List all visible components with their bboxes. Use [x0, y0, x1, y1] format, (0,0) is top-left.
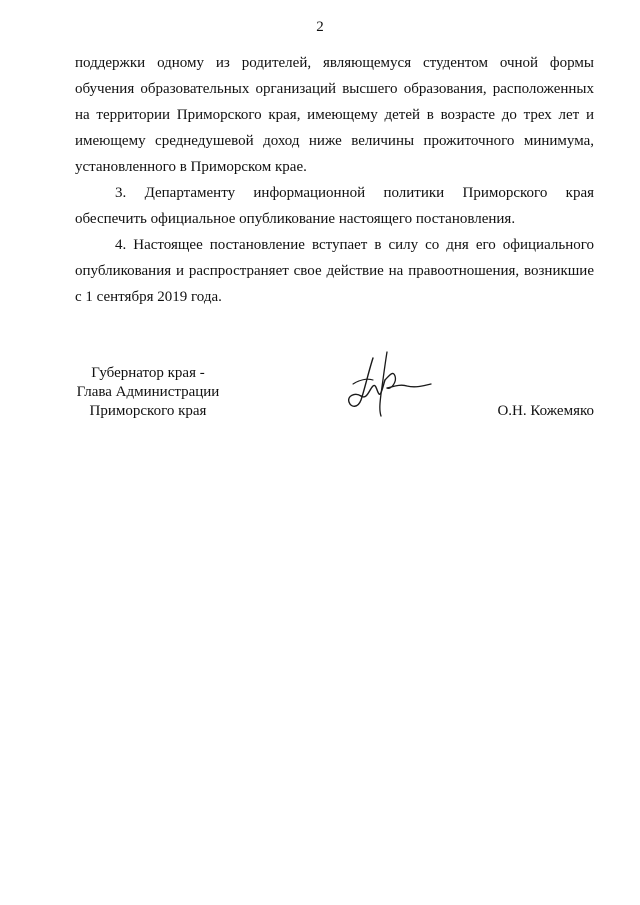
signer-title: [75, 364, 221, 421]
handwritten-signature: [343, 350, 435, 420]
signer-title-line-2: Глава Администрации: [76, 384, 220, 400]
signer-name: О.Н. Кожемяко: [497, 403, 594, 419]
paragraph-item-3: 3. Департаменту информационной политики Приморского края обеспечить официальное опубликование настоящего постановления.: [75, 185, 594, 227]
signer-title-line-3: Приморского края: [89, 403, 207, 419]
page-number: 2: [316, 19, 324, 35]
signature-block: [75, 360, 594, 430]
signer-title-line-1: Губернатор края -: [91, 365, 205, 381]
paragraph-item-4: 4. Настоящее постановление вступает в силу со дня его официального опубликования и распространяет свое действие на правоотношения, возникшие с 1 сентября 2019 года.: [75, 237, 594, 305]
paragraph-continuation: поддержки одному из родителей, являющемуся студентом очной формы обучения образовательных организаций высшего образования, расположенных на территории Приморского края, имеющему детей в возрасте до трех лет и имеющему среднедушевой доход ниже величины прожиточного минимума, установленного в Приморском крае.: [75, 55, 594, 175]
document-body: [75, 50, 594, 310]
